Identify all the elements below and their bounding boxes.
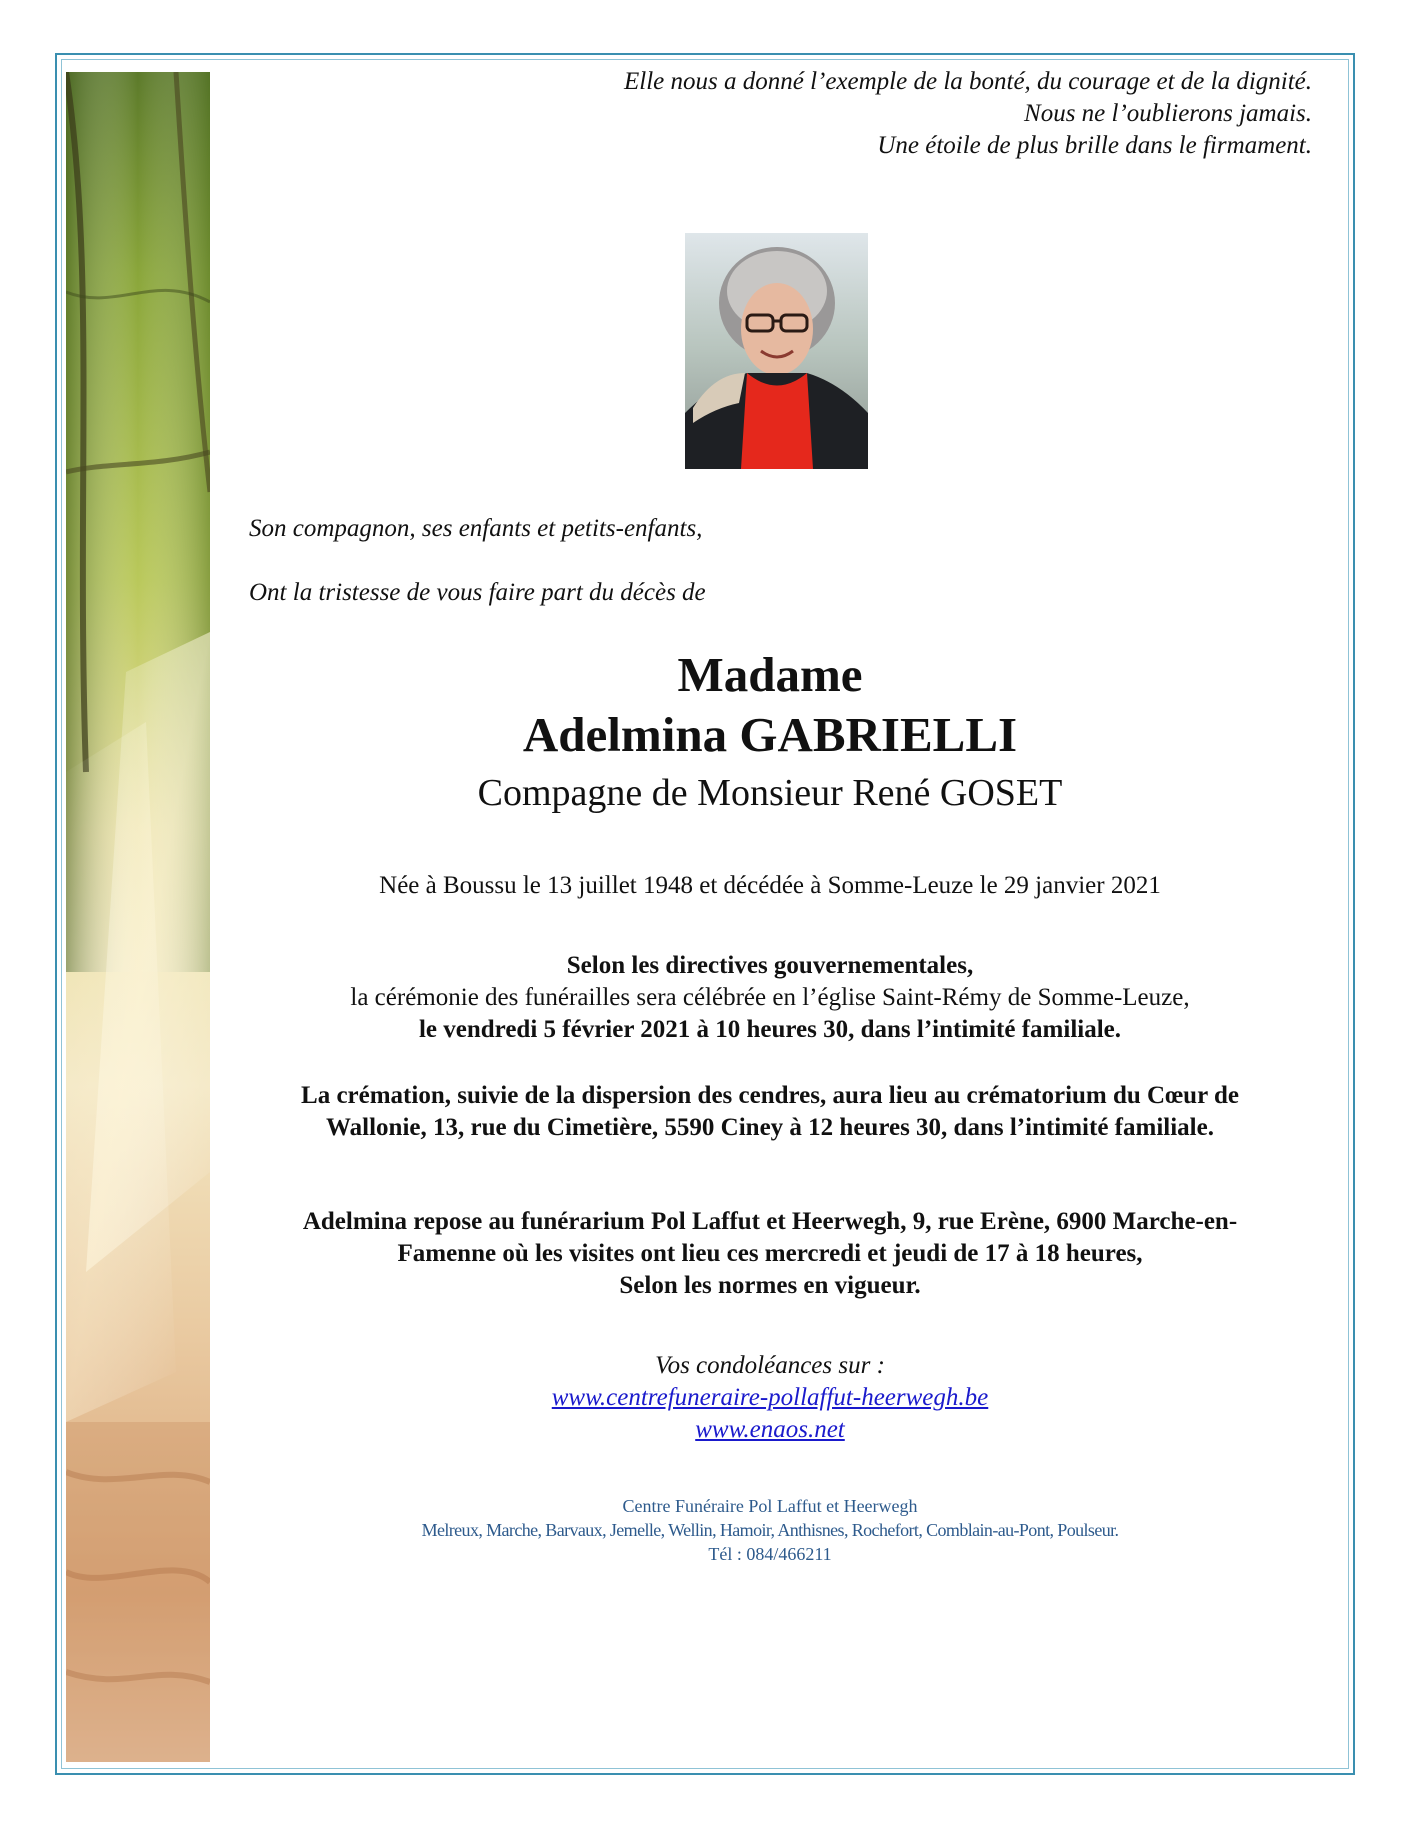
- funerarium-line: Selon les normes en vigueur.: [619, 1272, 921, 1299]
- cremation-line: La crémation, suivie de la dispersion des cendres, aura lieu au crématorium du Cœur de: [301, 1082, 1239, 1109]
- family-line: Son compagnon, ses enfants et petits-enfants,: [249, 515, 703, 542]
- companion-line: Compagne de Monsieur René GOSET: [477, 772, 1063, 814]
- ceremony-line: le vendredi 5 février 2021 à 10 heures 30, dans l’intimité familiale.: [418, 1016, 1121, 1043]
- deceased-name: Adelmina GABRIELLI: [522, 707, 1018, 762]
- funerarium-line: Adelmina repose au funérarium Pol Laffut et Heerwegh, 9, rue Erène, 6900 Marche-en-: [302, 1208, 1238, 1235]
- ceremony-section: [230, 950, 1310, 1046]
- funerarium-line: Famenne où les visites ont lieu ces mercredi et jeudi de 17 à 18 heures,: [397, 1240, 1143, 1267]
- forest-path-image: [66, 72, 210, 1762]
- quote-line: Elle nous a donné l’exemple de la bonté, du courage et de la dignité.: [623, 68, 1312, 95]
- quote-line: Nous ne l’oublierons jamais.: [1024, 100, 1312, 127]
- condolences-link-funeral-home[interactable]: www.centrefuneraire-pollaffut-heerwegh.be: [551, 1384, 989, 1411]
- condolences-section: [230, 1350, 1310, 1446]
- footer-company: Centre Funéraire Pol Laffut et Heerwegh: [622, 1496, 918, 1516]
- condolences-caption: Vos condoléances sur :: [655, 1352, 885, 1379]
- cremation-line: Wallonie, 13, rue du Cimetière, 5590 Ciney à 12 heures 30, dans l’intimité familiale.: [326, 1114, 1214, 1141]
- ceremony-line: Selon les directives gouvernementales,: [566, 952, 974, 979]
- birth-death-dates: Née à Boussu le 13 juillet 1948 et décédée à Somme-Leuze le 29 janvier 2021: [379, 872, 1161, 899]
- ceremony-line: la cérémonie des funérailles sera célébrée en l’église Saint-Rémy de Somme-Leuze,: [350, 984, 1190, 1011]
- funeral-home-footer: [230, 1494, 1310, 1566]
- deceased-title: Madame: [677, 647, 863, 702]
- funerarium-section: [230, 1206, 1310, 1302]
- cremation-section: [230, 1080, 1310, 1144]
- condolences-link-enaos[interactable]: www.enaos.net: [695, 1416, 845, 1443]
- quote-line: Une étoile de plus brille dans le firmament.: [877, 132, 1312, 159]
- footer-towns: Melreux, Marche, Barvaux, Jemelle, Wellin, Hamoir, Anthisnes, Rochefort, Comblain-au-Pont, Poulseur.: [421, 1520, 1119, 1540]
- memorial-quote: [412, 66, 1312, 162]
- announce-line: Ont la tristesse de vous faire part du décès de: [249, 579, 706, 606]
- footer-phone: Tél : 084/466211: [708, 1544, 832, 1564]
- portrait-photo: [685, 233, 868, 469]
